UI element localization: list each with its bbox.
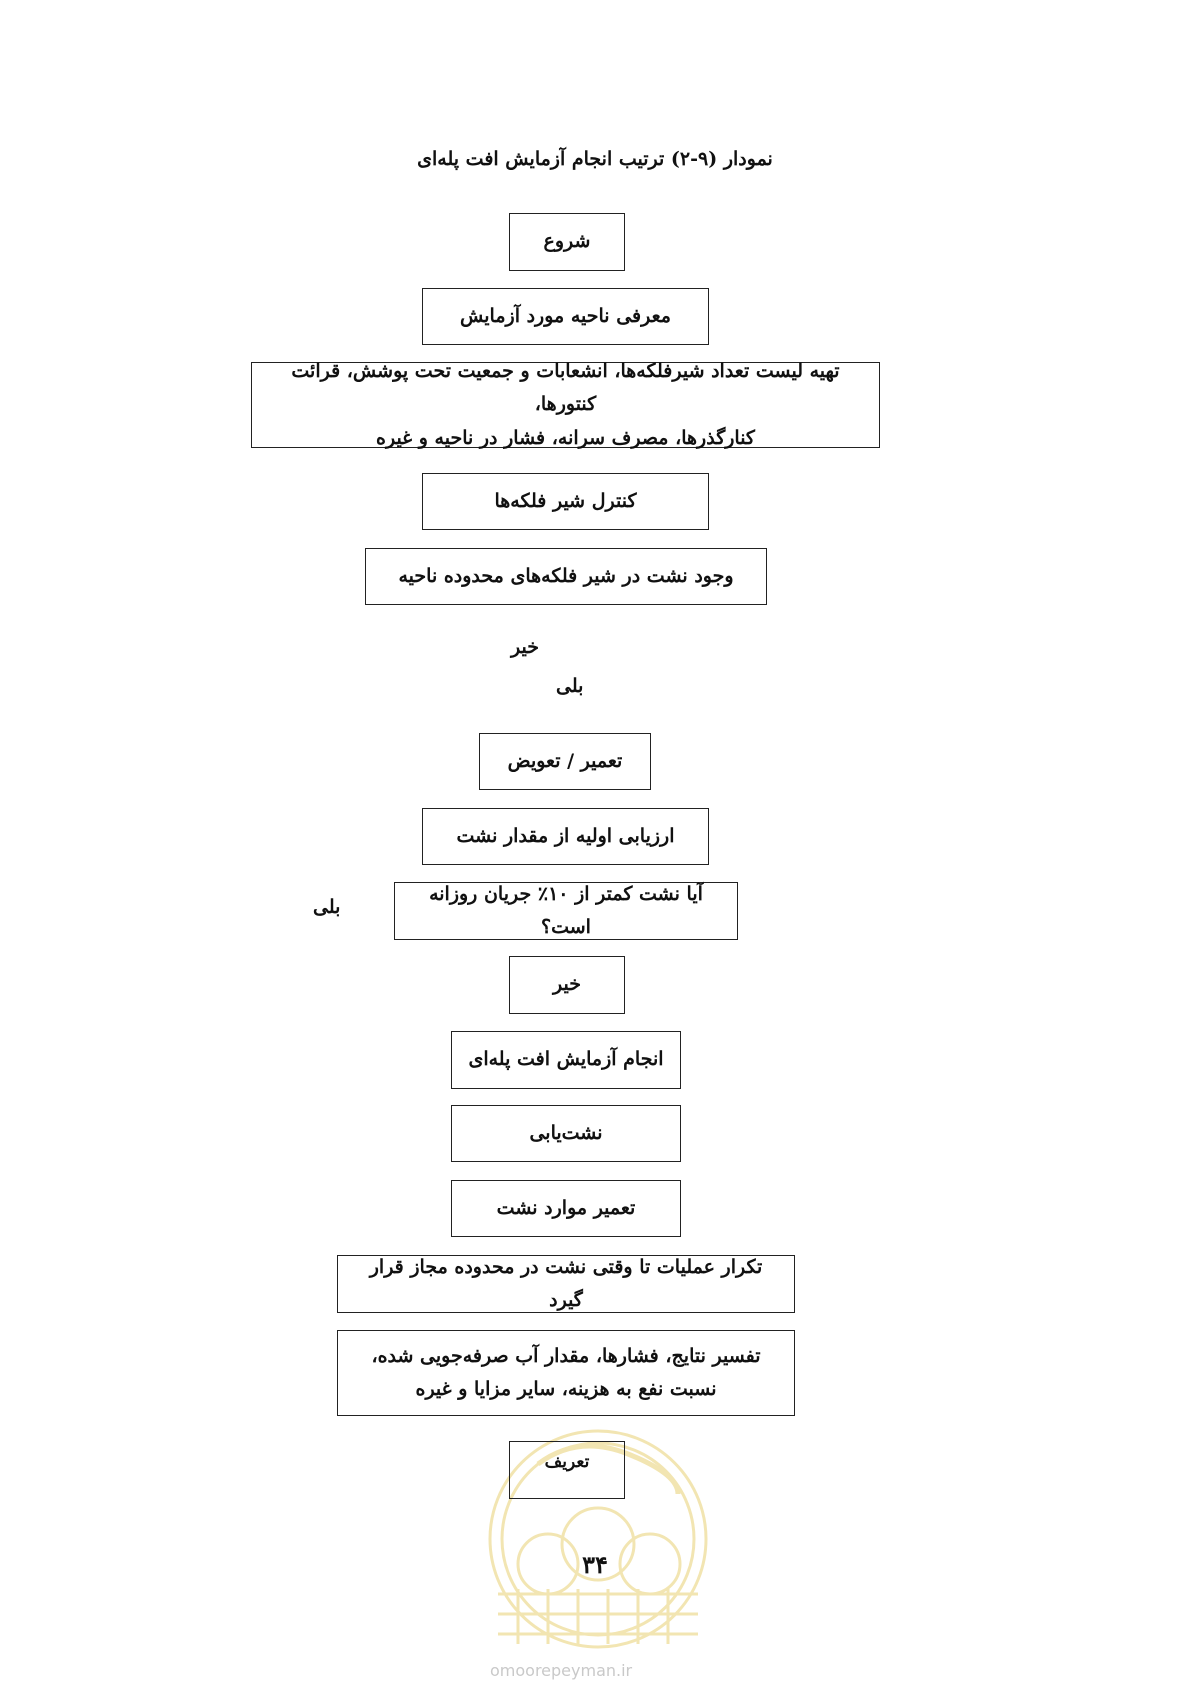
page-number: ۳۴ (582, 1550, 608, 1579)
leak-in-valves-label: وجود نشت در شیر فلکه‌های محدوده ناحیه (398, 564, 734, 587)
initial-assessment-label: ارزیابی اولیه از مقدار نشت (456, 824, 675, 847)
repair-leaks-box (451, 1180, 681, 1237)
no-box-label: خیر (553, 973, 581, 996)
define-label: تعریف (544, 1452, 590, 1472)
leak-question-label: آیا نشت کمتر از ۱۰٪ جریان روزانه است؟ (429, 882, 703, 938)
repair-replace-box (479, 733, 651, 790)
leak-detection-box (451, 1105, 681, 1162)
start-label: شروع (543, 230, 591, 253)
initial-assessment-box (422, 808, 709, 865)
no-label: خیر (511, 636, 539, 658)
watermark-url: omoorepeyman.ir (490, 1661, 633, 1680)
interpret-line1: تفسیر نتایج، فشارها، مقدار آب صرفه‌جویی شده، (371, 1344, 761, 1367)
introduce-area-label: معرفی ناحیه مورد آزمایش (460, 304, 671, 327)
perform-step-test-box (451, 1031, 681, 1089)
leak-question-box (394, 882, 738, 940)
valve-control-box (422, 473, 709, 530)
repeat-operations-label: تکرار عملیات تا وقتی نشت در محدوده مجاز قرار گیرد (369, 1255, 763, 1311)
repair-replace-label: تعمیر / تعویض (507, 749, 623, 772)
repeat-operations-box (337, 1255, 795, 1313)
valve-control-label: کنترل شیر فلکه‌ها (494, 489, 637, 512)
repair-leaks-label: تعمیر موارد نشت (496, 1196, 636, 1219)
leak-detection-label: نشت‌یابی (529, 1121, 603, 1144)
prepare-list-line2: کنارگذرها، مصرف سرانه، فشار در ناحیه و غیره (376, 426, 755, 449)
yes-side-label: بلی (313, 896, 341, 918)
leak-in-valves-box (365, 548, 767, 605)
introduce-area-box (422, 288, 709, 345)
interpret-line2: نسبت نفع به هزینه، سایر مزایا و غیره (415, 1378, 717, 1400)
yes-label: بلی (556, 675, 584, 697)
perform-step-test-label: انجام آزمایش افت پله‌ای (468, 1048, 664, 1071)
diagram-title: نمودار (۹-۲) ترتیب انجام آزمایش افت پله‌ای (417, 148, 773, 170)
prepare-list-line1: تهیه لیست تعداد شیرفلکه‌ها، انشعابات و جمعیت تحت پوشش، قرائت کنتورها، (291, 360, 840, 416)
interpret-results-box (337, 1330, 795, 1416)
prepare-list-box (251, 362, 880, 448)
start-box (509, 213, 625, 271)
no-box (509, 956, 625, 1014)
define-box (509, 1441, 625, 1499)
